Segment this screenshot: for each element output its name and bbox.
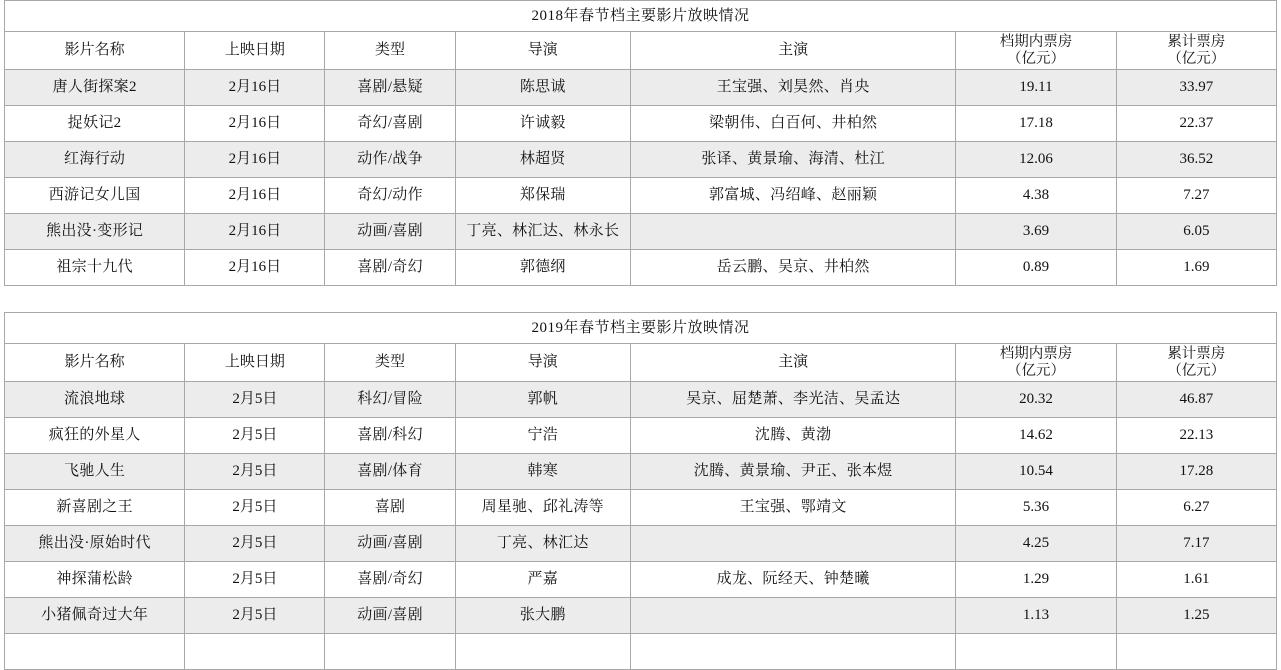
header-film-name: 影片名称 xyxy=(5,344,185,382)
header-window-boxoffice-line1: 档期内票房 xyxy=(999,33,1073,50)
cell-cast: 沈腾、黄景瑜、尹正、张本煜 xyxy=(630,454,955,490)
table-header-row xyxy=(5,32,1277,70)
cell-total-boxoffice: 1.25 xyxy=(1116,598,1276,634)
table-row xyxy=(5,454,1277,490)
cell-director: 周星驰、邱礼涛等 xyxy=(455,490,630,526)
cell-cast xyxy=(630,526,955,562)
cell-film-name: 捉妖记2 xyxy=(5,106,185,142)
cell-window-boxoffice: 3.69 xyxy=(956,214,1116,250)
header-total-boxoffice xyxy=(1116,32,1276,70)
cell-total-boxoffice: 7.27 xyxy=(1116,178,1276,214)
cell-cast: 吴京、屈楚萧、李光洁、吴孟达 xyxy=(630,382,955,418)
header-window-boxoffice-line2: （亿元） xyxy=(1007,50,1066,67)
cell-release-date: 2月16日 xyxy=(185,250,325,286)
header-cast: 主演 xyxy=(630,32,955,70)
cell-cast xyxy=(630,634,955,670)
table-title-row xyxy=(5,1,1277,32)
header-total-boxoffice xyxy=(1116,344,1276,382)
cell-total-boxoffice xyxy=(1116,634,1276,670)
cell-genre xyxy=(325,634,455,670)
cell-genre: 奇幻/动作 xyxy=(325,178,455,214)
cell-release-date: 2月5日 xyxy=(185,562,325,598)
table-gap xyxy=(4,286,1277,312)
header-release-date: 上映日期 xyxy=(185,344,325,382)
cell-director: 许诚毅 xyxy=(455,106,630,142)
cell-cast: 成龙、阮经天、钟楚曦 xyxy=(630,562,955,598)
header-genre: 类型 xyxy=(325,344,455,382)
cell-window-boxoffice: 19.11 xyxy=(956,70,1116,106)
cell-film-name xyxy=(5,634,185,670)
table-row xyxy=(5,142,1277,178)
cell-release-date: 2月16日 xyxy=(185,214,325,250)
header-genre: 类型 xyxy=(325,32,455,70)
table-header-row xyxy=(5,344,1277,382)
cell-film-name: 飞驰人生 xyxy=(5,454,185,490)
cell-director: 郭帆 xyxy=(455,382,630,418)
cell-cast: 沈腾、黄渤 xyxy=(630,418,955,454)
cell-director: 陈思诚 xyxy=(455,70,630,106)
cell-director: 林超贤 xyxy=(455,142,630,178)
cell-total-boxoffice: 36.52 xyxy=(1116,142,1276,178)
table-row xyxy=(5,562,1277,598)
header-window-boxoffice xyxy=(956,32,1116,70)
cell-director: 丁亮、林汇达 xyxy=(455,526,630,562)
cell-genre: 喜剧/奇幻 xyxy=(325,250,455,286)
cell-window-boxoffice: 17.18 xyxy=(956,106,1116,142)
cell-total-boxoffice: 1.69 xyxy=(1116,250,1276,286)
cell-film-name: 新喜剧之王 xyxy=(5,490,185,526)
cell-film-name: 流浪地球 xyxy=(5,382,185,418)
cell-director: 严嘉 xyxy=(455,562,630,598)
header-total-boxoffice-line1: 累计票房 xyxy=(1167,345,1226,362)
cell-genre: 动作/战争 xyxy=(325,142,455,178)
cell-film-name: 祖宗十九代 xyxy=(5,250,185,286)
cell-film-name: 熊出没·原始时代 xyxy=(5,526,185,562)
cell-genre: 喜剧/体育 xyxy=(325,454,455,490)
cell-release-date: 2月16日 xyxy=(185,142,325,178)
cell-release-date: 2月5日 xyxy=(185,418,325,454)
header-film-name: 影片名称 xyxy=(5,32,185,70)
cell-genre: 喜剧 xyxy=(325,490,455,526)
cell-cast xyxy=(630,598,955,634)
table-row xyxy=(5,598,1277,634)
cell-window-boxoffice: 4.38 xyxy=(956,178,1116,214)
cell-genre: 喜剧/科幻 xyxy=(325,418,455,454)
cell-cast: 王宝强、鄂靖文 xyxy=(630,490,955,526)
cell-director: 张大鹏 xyxy=(455,598,630,634)
cell-genre: 喜剧/奇幻 xyxy=(325,562,455,598)
cell-window-boxoffice xyxy=(956,634,1116,670)
cell-film-name: 熊出没·变形记 xyxy=(5,214,185,250)
cell-film-name: 疯狂的外星人 xyxy=(5,418,185,454)
cell-genre: 奇幻/喜剧 xyxy=(325,106,455,142)
header-total-boxoffice-line2: （亿元） xyxy=(1167,362,1226,379)
header-total-boxoffice-line1: 累计票房 xyxy=(1167,33,1226,50)
cell-release-date: 2月16日 xyxy=(185,106,325,142)
table-row xyxy=(5,490,1277,526)
cell-window-boxoffice: 4.25 xyxy=(956,526,1116,562)
table-row xyxy=(5,250,1277,286)
cell-director xyxy=(455,634,630,670)
table-row xyxy=(5,178,1277,214)
cell-cast: 王宝强、刘昊然、肖央 xyxy=(630,70,955,106)
cell-window-boxoffice: 5.36 xyxy=(956,490,1116,526)
cell-cast: 岳云鹏、吴京、井柏然 xyxy=(630,250,955,286)
cell-total-boxoffice: 33.97 xyxy=(1116,70,1276,106)
cell-cast: 郭富城、冯绍峰、赵丽颖 xyxy=(630,178,955,214)
header-director: 导演 xyxy=(455,32,630,70)
header-window-boxoffice-line1: 档期内票房 xyxy=(999,345,1073,362)
cell-director: 郑保瑞 xyxy=(455,178,630,214)
header-total-boxoffice-line2: （亿元） xyxy=(1167,50,1226,67)
header-cast: 主演 xyxy=(630,344,955,382)
cell-director: 宁浩 xyxy=(455,418,630,454)
table-row-partial xyxy=(5,634,1277,670)
table-title: 2018年春节档主要影片放映情况 xyxy=(5,1,1277,32)
table-row xyxy=(5,418,1277,454)
cell-release-date: 2月5日 xyxy=(185,382,325,418)
cell-release-date: 2月5日 xyxy=(185,598,325,634)
cell-release-date: 2月5日 xyxy=(185,454,325,490)
cell-total-boxoffice: 46.87 xyxy=(1116,382,1276,418)
cell-window-boxoffice: 14.62 xyxy=(956,418,1116,454)
cell-genre: 喜剧/悬疑 xyxy=(325,70,455,106)
cell-film-name: 西游记女儿国 xyxy=(5,178,185,214)
cell-director: 郭德纲 xyxy=(455,250,630,286)
table-row xyxy=(5,382,1277,418)
cell-total-boxoffice: 1.61 xyxy=(1116,562,1276,598)
cell-window-boxoffice: 12.06 xyxy=(956,142,1116,178)
header-window-boxoffice-line2: （亿元） xyxy=(1007,362,1066,379)
cell-cast: 梁朝伟、白百何、井柏然 xyxy=(630,106,955,142)
cell-total-boxoffice: 6.05 xyxy=(1116,214,1276,250)
cell-cast: 张译、黄景瑜、海清、杜江 xyxy=(630,142,955,178)
header-director: 导演 xyxy=(455,344,630,382)
cell-genre: 科幻/冒险 xyxy=(325,382,455,418)
cell-window-boxoffice: 10.54 xyxy=(956,454,1116,490)
cell-release-date xyxy=(185,634,325,670)
cell-window-boxoffice: 0.89 xyxy=(956,250,1116,286)
cell-genre: 动画/喜剧 xyxy=(325,598,455,634)
table-title-row xyxy=(5,313,1277,344)
table-2018 xyxy=(4,0,1277,286)
cell-total-boxoffice: 17.28 xyxy=(1116,454,1276,490)
cell-film-name: 唐人街探案2 xyxy=(5,70,185,106)
cell-release-date: 2月5日 xyxy=(185,526,325,562)
table-row xyxy=(5,106,1277,142)
cell-film-name: 神探蒲松龄 xyxy=(5,562,185,598)
table-row xyxy=(5,70,1277,106)
table-row xyxy=(5,214,1277,250)
cell-window-boxoffice: 1.13 xyxy=(956,598,1116,634)
table-row xyxy=(5,526,1277,562)
table-2019 xyxy=(4,312,1277,670)
cell-genre: 动画/喜剧 xyxy=(325,526,455,562)
cell-director: 丁亮、林汇达、林永长 xyxy=(455,214,630,250)
cell-film-name: 红海行动 xyxy=(5,142,185,178)
cell-genre: 动画/喜剧 xyxy=(325,214,455,250)
header-release-date: 上映日期 xyxy=(185,32,325,70)
cell-director: 韩寒 xyxy=(455,454,630,490)
cell-total-boxoffice: 22.13 xyxy=(1116,418,1276,454)
cell-total-boxoffice: 22.37 xyxy=(1116,106,1276,142)
cell-cast xyxy=(630,214,955,250)
table-title: 2019年春节档主要影片放映情况 xyxy=(5,313,1277,344)
cell-total-boxoffice: 6.27 xyxy=(1116,490,1276,526)
cell-release-date: 2月16日 xyxy=(185,70,325,106)
cell-release-date: 2月16日 xyxy=(185,178,325,214)
header-window-boxoffice xyxy=(956,344,1116,382)
cell-window-boxoffice: 1.29 xyxy=(956,562,1116,598)
cell-release-date: 2月5日 xyxy=(185,490,325,526)
cell-total-boxoffice: 7.17 xyxy=(1116,526,1276,562)
cell-window-boxoffice: 20.32 xyxy=(956,382,1116,418)
cell-film-name: 小猪佩奇过大年 xyxy=(5,598,185,634)
